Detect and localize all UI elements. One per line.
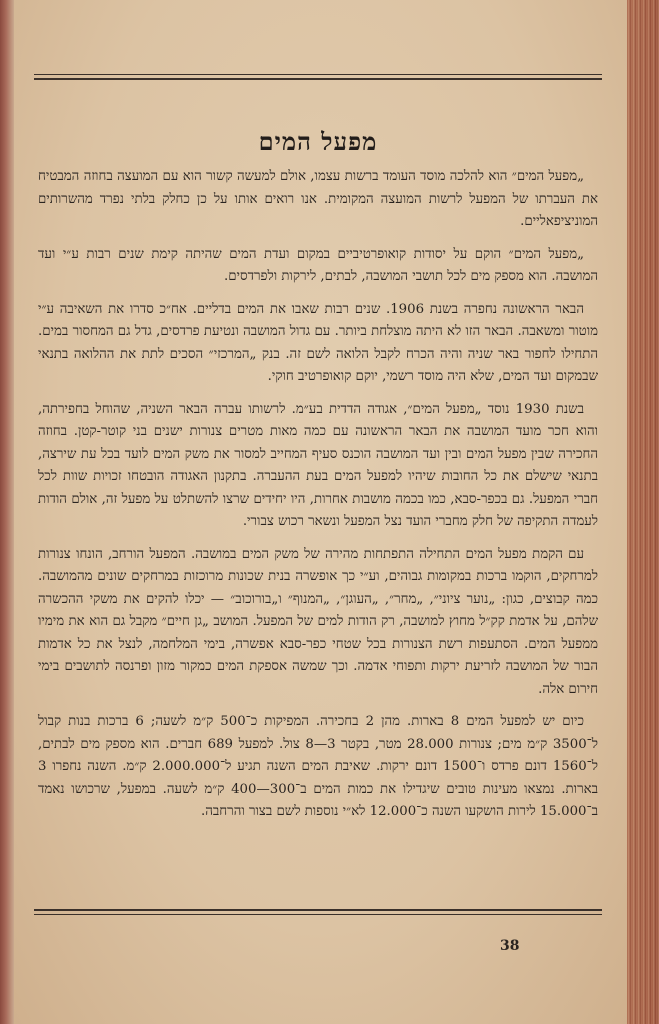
paragraph: „מפעל המים״ הוקם על יסודות קואופרטיביים במקום ועדת המים שהיתה קימת שנים רבות ע״י ועד המושבה. הוא מספק מים לכל תושבי המושבה, לבתים, לירקות ולפרדסים. (38, 246, 598, 284)
page-number: 38 (500, 938, 520, 954)
book-edge (627, 0, 659, 1024)
article-body (38, 166, 598, 834)
top-rule (34, 74, 602, 80)
paragraph: הבאר הראשונה נחפרה בשנת 1906. שנים רבות שאבו את המים בדליים. אח״כ סדרו את השאיבה ע״י מוטור ומשאבה. הבאר הזו לא היתה מוצלחת ביותר. עם גדול המושבה ונטיעת פרדסים, גדל גם המחסור במים. התחילו לחפור באר שניה והיה הכרח לקבל הלואה לשם זה. בנק „המרכזי״ הסכים לתת את ההלואה בתנאי שבמקום ועד המים, שלא היה מוסד רשמי, יוקם קואופרטיב חוקי. (38, 301, 598, 384)
paragraph: „מפעל המים״ הוא להלכה מוסד העומד ברשות עצמו, אולם למעשה קשור הוא עם המועצה בחוזה המבטיח את העברתו של המפעל לרשות המועצה המקומית. אנו רואים אותו על כן כחלק בלתי נפרד מהשרותים המוניציפאליים. (38, 169, 598, 229)
paragraph: עם הקמת מפעל המים התחילה התפתחות מהירה של משק המים במושבה. המפעל הורחב, הונחו צנורות למרחקים, הוקמו ברכות במקומות גבוהים, וע״י כך אופשרה בנית שכונות מרוכזות במרחקים שונים מהמושבה. כמה קבוצים, כגון: „נוער ציוני״, „מחר״, „העוגן״, „המנוף״ ו„בורוכוב״ — יכלו להקים את משקי ההכשרה שלהם, על אדמת קק״ל מחוץ למושבה, רק הודות למים של המפעל. המושב „גן חיים״ מקבל גם הוא את מימיו ממפעל המים. הסתעפות רשת הצנורות בכל שטחי כפר-סבא אפשרה, בימי המלחמה, לנצל את כל אדמות הבור של המושבה לזריעת ירקות ותפוחי אדמה. וכך שמשה אספקת המים כמקור מזון ופרנסה לתושבים בימי חירום אלה. (38, 546, 598, 697)
page-title: מפעל המים (258, 127, 378, 156)
paragraph: כיום יש למפעל המים 8 בארות. מהן 2 בחכירה. המפיקות כ־500 ק״מ לשעה; 6 ברכות בנות קבול ל־3500 ק״מ מים; צנורות 28.000 מטר, בקטר 3—8 צול. למפעל 689 חברים. הוא מספק מים לבתים, ל־1560 דונם פרדס ו־1500 דונם ירקות. שאיבת המים השנה תגיע ל־2.000.000 ק״מ. השנה נחפרו 3 בארות. נמצאו מעינות טובים שיגדילו את כמות המים ב־300—400 ק״מ לשעה. במפעל, שרכושו נאמד ב־15.000 לירות הושקעו השנה כ־12.000 לא״י נוספות לשם בצור והרחבה. (38, 714, 598, 819)
bottom-rule (34, 909, 602, 915)
paragraph: בשנת 1930 נוסד „מפעל המים״, אגודה הדדית בע״מ. לרשותו עברה הבאר השניה, שהוחל בחפירתה, והוא חכר מועד המושבה את הבאר הראשונה עם כמה מאות מטרים צנורות ישנים בני קוטר-קטן. בחוזה החכירה שבין מפעל המים ובין ועד המושבה הוכנס סעיף המחייב למסור את משק המים לועד בכל עת שירצה, בתנאי שישלם את כל החובות שיהיו למפעל המים בעת ההעברה. בתקנון האגודה הובטחו זכויות שוות לכל חברי המפעל. גם בכפר-סבא, כמו בכמה מושבות אחרות, היו יחידים שרצו להשתלט על מפעל זה, אולם הודות לעמדה התקיפה של חלק מחברי הועד נצל המפעל ונשאר רכוש צבורי. (38, 401, 598, 529)
